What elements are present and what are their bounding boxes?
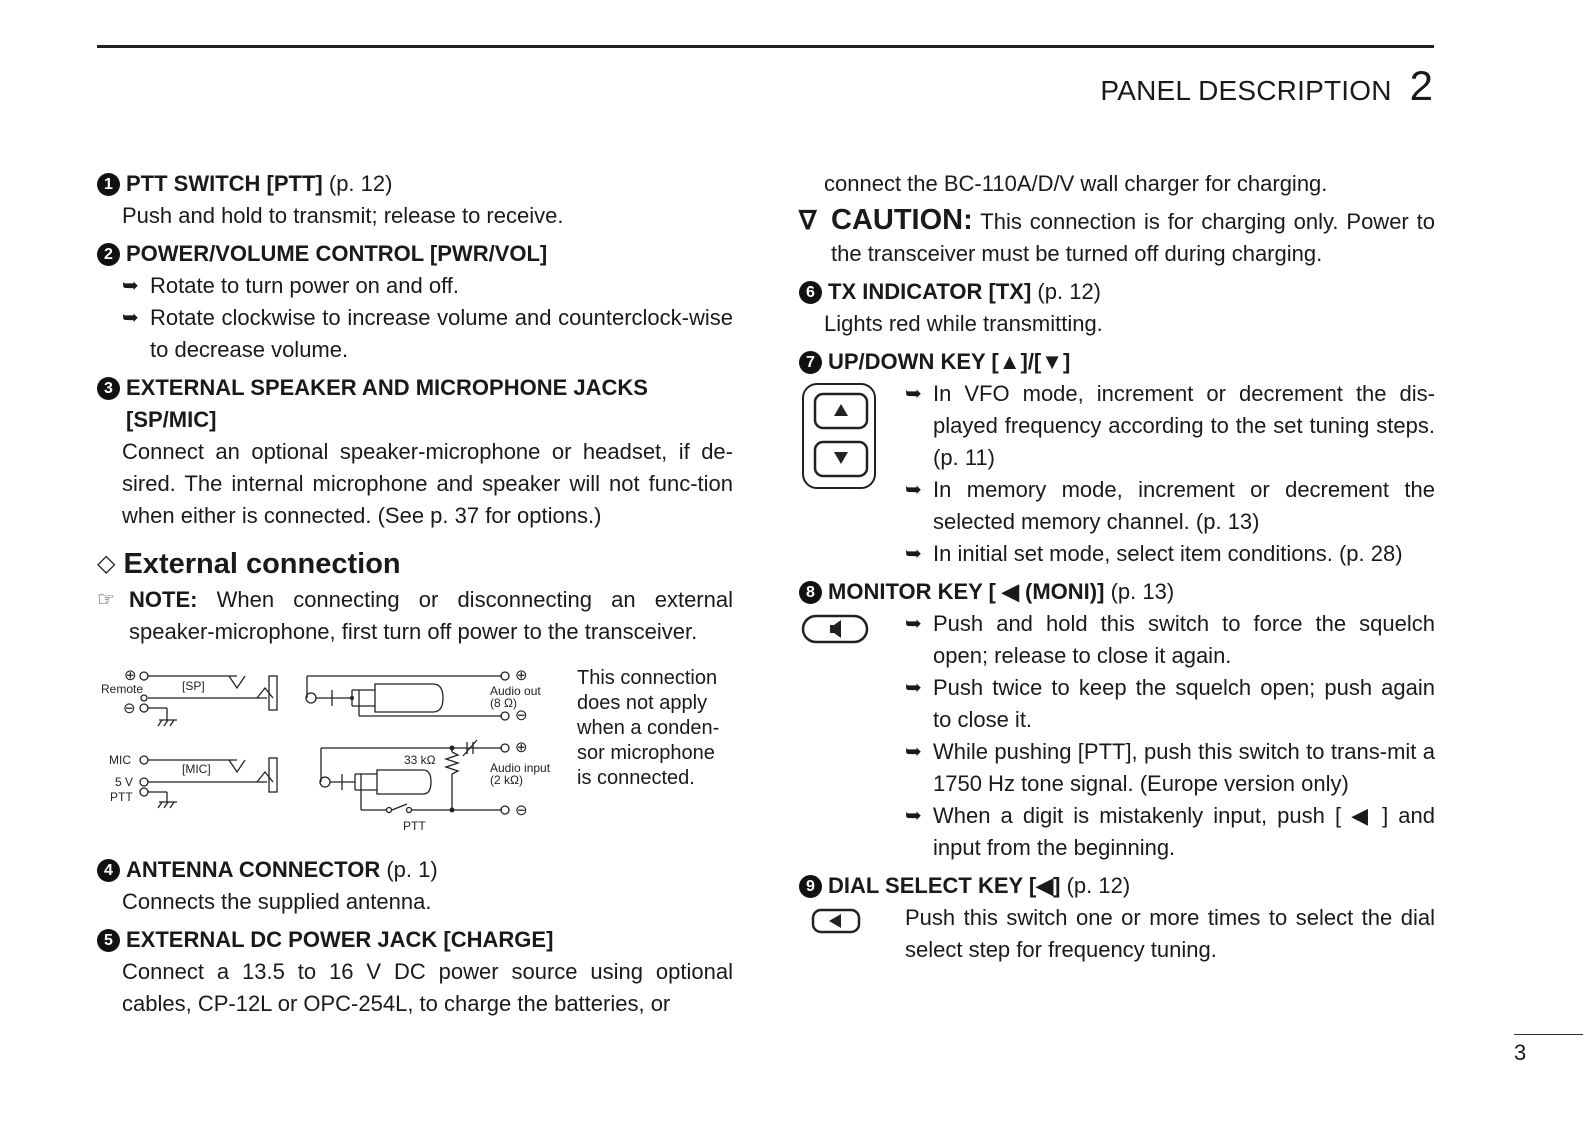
dial-select-key-icon	[799, 902, 871, 936]
header-rule	[97, 45, 1434, 48]
item-6-heading	[799, 276, 1435, 308]
ohm8-label: (8 Ω)	[490, 696, 517, 710]
bullet	[905, 800, 1435, 864]
arrow-icon: ➥	[122, 275, 139, 297]
page-ref: (p. 12)	[1066, 873, 1131, 898]
page-ref: (p. 12)	[1037, 279, 1102, 304]
item-5-heading	[97, 924, 733, 956]
audio-out-label: Audio out	[490, 684, 541, 698]
arrow-icon: ➥	[905, 383, 922, 405]
svg-text:⊕: ⊕	[515, 667, 528, 684]
item-title: POWER/VOLUME CONTROL [PWR/VOL]	[126, 241, 548, 266]
item-number-badge: 7	[799, 351, 822, 374]
chapter-number: 2	[1409, 62, 1433, 109]
item-7-heading	[799, 346, 1435, 378]
diagram-caption: This connection does not apply when a conden-sor microphone is connected.	[577, 667, 720, 789]
bullet	[905, 672, 1435, 736]
bullet	[97, 302, 733, 366]
item-title: ANTENNA CONNECTOR	[126, 857, 381, 882]
item-title: DIAL SELECT KEY [◀]	[828, 873, 1061, 898]
bullet-text: In initial set mode, select item conditions. (p. 28)	[933, 541, 1403, 566]
warning-triangle-icon: ∇	[799, 205, 817, 235]
note-text: When connecting or disconnecting an external speaker-microphone, first turn off power to the transceiver.	[129, 587, 733, 644]
up-down-key-icon	[799, 378, 879, 490]
caution-label: CAUTION:	[831, 204, 973, 236]
diamond-icon: ◇	[97, 550, 116, 577]
svg-text:⊖: ⊖	[123, 700, 136, 717]
item-7-body	[799, 378, 1435, 570]
bullet	[905, 378, 1435, 474]
item-6-text: Lights red while transmitting.	[824, 311, 1103, 336]
page-number: 3	[1514, 1040, 1527, 1065]
caution	[799, 204, 1435, 270]
item-title: EXTERNAL SPEAKER AND MICROPHONE JACKS [SP/MIC]	[126, 375, 648, 432]
left-column	[97, 168, 733, 1020]
note	[97, 584, 733, 648]
item-number-badge: 5	[97, 929, 120, 952]
arrow-icon: ➥	[905, 677, 922, 699]
item-9-body	[799, 902, 1435, 966]
item-title: UP/DOWN KEY [▲]/[▼]	[828, 349, 1071, 374]
bullet-text: Push twice to keep the squelch open; push again to close it.	[933, 675, 1435, 732]
item-number-badge: 1	[97, 173, 120, 196]
arrow-icon: ➥	[905, 741, 922, 763]
item-2-heading	[97, 238, 733, 270]
continued-text: connect the BC-110A/D/V wall charger for charging.	[824, 171, 1328, 196]
arrow-icon: ➥	[905, 613, 922, 635]
subsection-title: External connection	[123, 548, 401, 580]
arrow-icon: ➥	[905, 479, 922, 501]
sp-label: [SP]	[182, 679, 205, 693]
ptt-bottom-label: PTT	[403, 819, 426, 833]
bullet-text: Rotate clockwise to increase volume and counterclock-wise to decrease volume.	[150, 305, 733, 362]
bullet-text: In memory mode, increment or decrement the selected memory channel. (p. 13)	[933, 477, 1435, 534]
bullet	[905, 538, 1435, 570]
ohm2k-label: (2 kΩ)	[490, 773, 523, 787]
item-number-badge: 3	[97, 377, 120, 400]
svg-text:⊕: ⊕	[515, 739, 528, 756]
item-number-badge: 9	[799, 875, 822, 898]
bullet	[905, 608, 1435, 672]
item-4-heading	[97, 854, 733, 886]
note-label: NOTE:	[129, 587, 198, 612]
arrow-icon: ➥	[905, 805, 922, 827]
item-3-text: Connect an optional speaker-microphone or headset, if de-sired. The internal microphone and speaker will not func-tion when either is connected. (See p. 37 for options.)	[122, 439, 733, 528]
bullet-text: When a digit is mistakenly input, push [ ◀ ] and input from the beginning.	[933, 803, 1435, 860]
page-header	[1100, 62, 1433, 110]
bullet-text: Push and hold this switch to force the squelch open; release to close it again.	[933, 611, 1435, 668]
bullet	[97, 270, 733, 302]
monitor-key-icon	[799, 608, 871, 644]
remote-label: Remote	[101, 682, 144, 696]
bullet-text: While pushing [PTT], push this switch to trans-mit a 1750 Hz tone signal. (Europe version only)	[933, 739, 1435, 796]
item-9-text: Push this switch one or more times to select the dial select step for frequency tuning.	[905, 905, 1435, 962]
subsection-heading	[97, 544, 733, 584]
arrow-icon: ➥	[905, 543, 922, 565]
item-4-text: Connects the supplied antenna.	[122, 889, 432, 914]
connection-diagram	[97, 660, 733, 848]
arrow-icon: ➥	[122, 307, 139, 329]
ptt-left-label: PTT	[110, 790, 133, 804]
bullet	[905, 736, 1435, 800]
item-8-heading	[799, 576, 1435, 608]
right-column	[799, 168, 1435, 966]
item-number-badge: 2	[97, 243, 120, 266]
wiring-diagram	[97, 660, 567, 848]
item-title: EXTERNAL DC POWER JACK [CHARGE]	[126, 927, 554, 952]
item-1-text: Push and hold to transmit; release to receive.	[122, 203, 564, 228]
mic-label: MIC	[109, 753, 131, 767]
item-1-heading	[97, 168, 733, 200]
pointing-hand-icon: ☞	[97, 589, 115, 611]
svg-text:⊖: ⊖	[515, 707, 528, 724]
item-8-body	[799, 608, 1435, 864]
caution-text: This connection is for charging only. Power to the transceiver must be turned off during charging.	[831, 209, 1435, 266]
item-title: TX INDICATOR [TX]	[828, 279, 1032, 304]
svg-text:⊕: ⊕	[124, 667, 137, 684]
resistor-label: 33 kΩ	[404, 753, 436, 767]
bullet-text: In VFO mode, increment or decrement the dis-played frequency according to the set tuning steps. (p. 11)	[933, 381, 1435, 470]
audio-input-label: Audio input	[490, 761, 551, 775]
item-5-text: Connect a 13.5 to 16 V DC power source using optional cables, CP-12L or OPC-254L, to charge the batteries, or	[122, 959, 733, 1016]
page-ref: (p. 13)	[1110, 579, 1175, 604]
item-number-badge: 8	[799, 581, 822, 604]
page-ref: (p. 1)	[386, 857, 438, 882]
section-title: PANEL DESCRIPTION	[1100, 75, 1392, 106]
mic-jack-label: [MIC]	[182, 762, 211, 776]
item-number-badge: 4	[97, 859, 120, 882]
footer-rule	[1514, 1034, 1583, 1035]
5v-label: 5 V	[115, 775, 134, 789]
item-9-heading	[799, 870, 1435, 902]
svg-text:⊖: ⊖	[515, 802, 528, 819]
item-title: PTT SWITCH [PTT]	[126, 171, 323, 196]
bullet	[905, 474, 1435, 538]
page-ref: (p. 12)	[328, 171, 393, 196]
item-3-heading	[97, 372, 733, 436]
item-title: MONITOR KEY [ ◀ (MONI)]	[828, 579, 1105, 604]
bullet-text: Rotate to turn power on and off.	[150, 273, 460, 298]
item-number-badge: 6	[799, 281, 822, 304]
